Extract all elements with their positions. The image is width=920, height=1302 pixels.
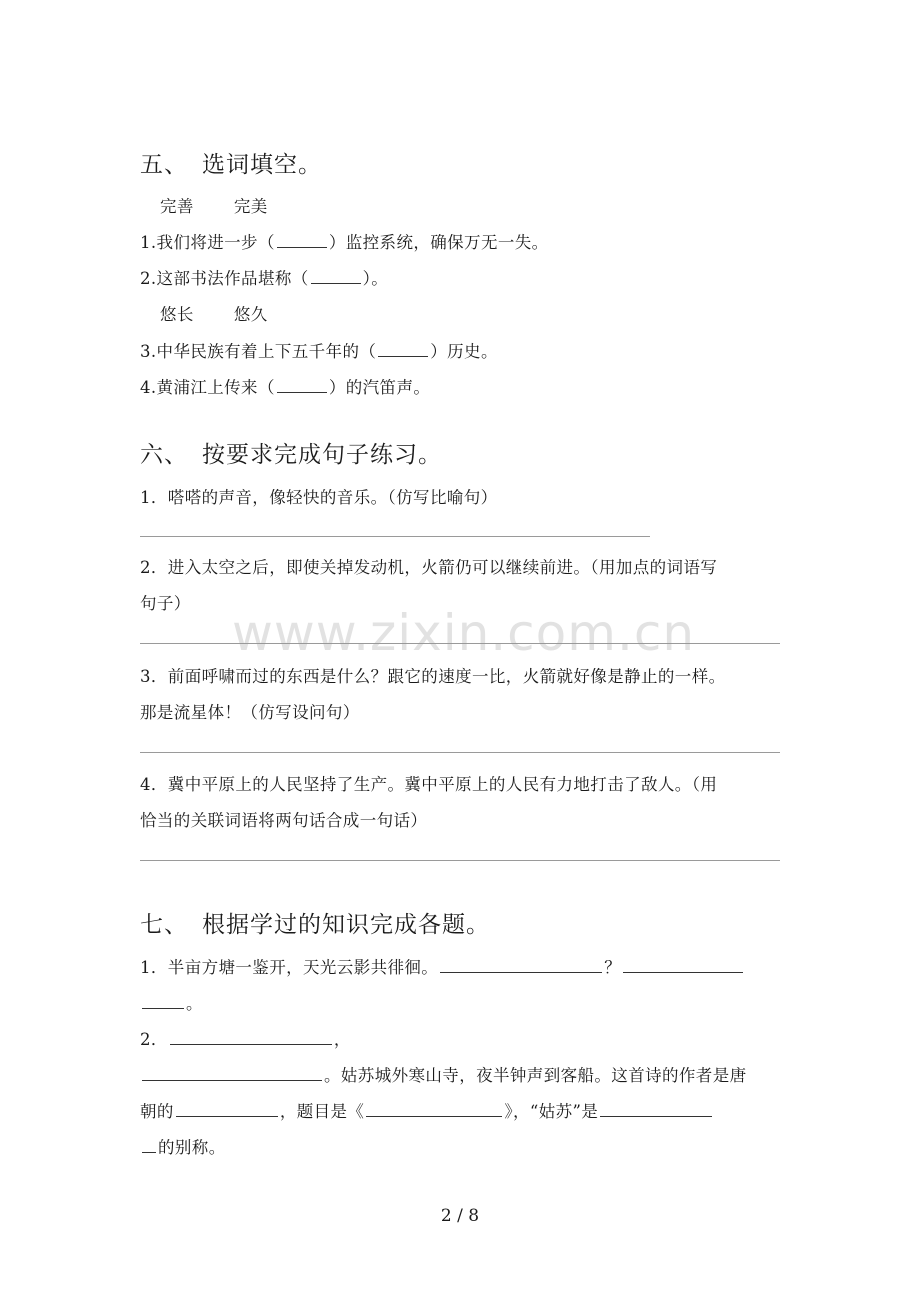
watermark: www.zixin.com.cn: [232, 604, 696, 662]
word-option: 完善: [160, 197, 194, 216]
sentence-question-1: 1．嗒嗒的声音，像轻快的音乐。（仿写比喻句）: [140, 488, 498, 507]
section-6-title: 按要求完成句子练习。: [202, 442, 442, 468]
sentence-question-2-line1: 2．进入太空之后，即使关掉发动机，火箭仍可以继续前进。（用加点的词语写: [140, 558, 718, 577]
section-5-title: 选词填空。: [202, 152, 322, 178]
section-7-title: 根据学过的知识完成各题。: [202, 912, 490, 938]
poem-question-2-line2: 。姑苏城外寒山寺，夜半钟声到客船。这首诗的作者是唐: [140, 1062, 747, 1086]
answer-blank[interactable]: [277, 376, 327, 393]
poem-question-2-line4: 的别称。: [140, 1134, 226, 1158]
answer-blank[interactable]: [142, 1136, 156, 1153]
poem-question-2-line3: 朝的 ，题目是《 》，“姑苏”是: [140, 1098, 714, 1122]
answer-blank[interactable]: [142, 992, 184, 1009]
answer-blank[interactable]: [176, 1100, 278, 1117]
sentence-question-4-line2: 恰当的关联词语将两句话合成一句话）: [140, 811, 428, 830]
poem-question-1-line1: 1．半亩方塘一鉴开，天光云影共徘徊。 ？: [140, 954, 745, 978]
fill-question-3: 3.中华民族有着上下五千年的（ ）历史。: [140, 342, 498, 361]
fill-question-1: 1.我们将进一步（ ）监控系统，确保万无一失。: [140, 233, 549, 252]
answer-blank[interactable]: [623, 956, 743, 973]
section-6-heading: [140, 436, 442, 469]
answer-line[interactable]: [140, 860, 780, 861]
answer-blank[interactable]: [170, 1028, 332, 1045]
poem-question-1-line2: 。: [140, 990, 203, 1014]
page-number: 2 / 8: [440, 1206, 480, 1226]
word-choice-group-1: [160, 193, 268, 217]
answer-blank[interactable]: [311, 267, 361, 284]
section-5-number: 五、: [140, 152, 188, 178]
answer-blank[interactable]: [277, 231, 327, 248]
answer-blank[interactable]: [378, 340, 428, 357]
sentence-question-3-line2: 那是流星体！（仿写设问句）: [140, 703, 360, 722]
answer-blank[interactable]: [600, 1100, 712, 1117]
sentence-question-4-line1: 4．冀中平原上的人民坚持了生产。冀中平原上的人民有力地打击了敌人。（用: [140, 775, 718, 794]
section-5-heading: [140, 146, 322, 179]
sentence-question-3-line1: 3．前面呼啸而过的东西是什么？跟它的速度一比，火箭就好像是静止的一样。: [140, 667, 726, 686]
answer-line[interactable]: [140, 536, 650, 537]
answer-line[interactable]: [140, 752, 780, 753]
word-choice-group-2: [160, 301, 268, 325]
section-7-number: 七、: [140, 912, 188, 938]
section-7-heading: [140, 906, 490, 939]
poem-question-2-line1: 2． ，: [140, 1030, 351, 1049]
section-6-number: 六、: [140, 442, 188, 468]
word-option: 悠久: [233, 305, 268, 324]
word-option: 完美: [233, 197, 268, 216]
fill-question-4: 4.黄浦江上传来（ ）的汽笛声。: [140, 378, 431, 397]
sentence-question-2-line2: 句子）: [140, 594, 191, 613]
answer-blank[interactable]: [366, 1100, 502, 1117]
answer-blank[interactable]: [142, 1064, 322, 1081]
fill-question-2: 2.这部书法作品堪称（ ）。: [140, 269, 389, 288]
answer-blank[interactable]: [440, 956, 602, 973]
word-option: 悠长: [160, 305, 194, 324]
